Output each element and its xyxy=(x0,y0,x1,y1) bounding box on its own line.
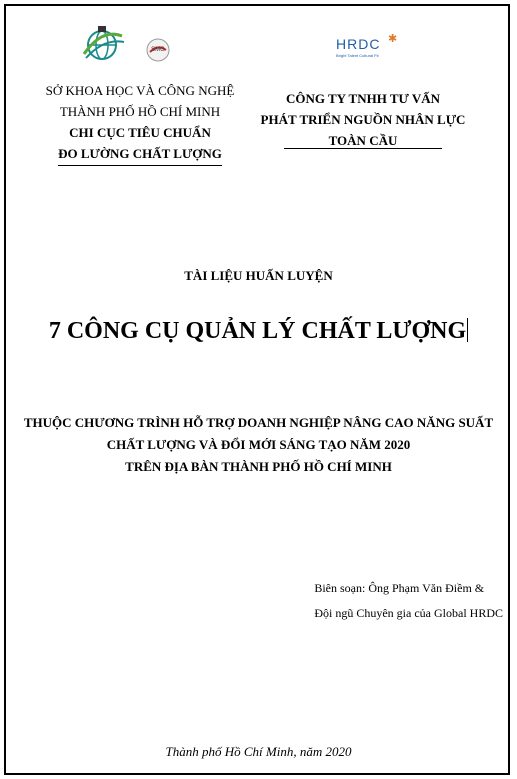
main-title-text: 7 CÔNG CỤ QUẢN LÝ CHẤT LƯỢNG xyxy=(48,318,467,344)
document-type: TÀI LIỆU HUẤN LUYỆN xyxy=(184,268,333,283)
program-line1: THUỘC CHƯƠNG TRÌNH HỖ TRỢ DOANH NGHIỆP NÂNG CAO NĂNG SUẤT xyxy=(23,415,494,430)
left-header-underline xyxy=(58,165,222,166)
program-line3: TRÊN ĐỊA BÀN THÀNH PHỐ HỒ CHÍ MINH xyxy=(125,459,392,474)
program-line2: CHẤT LƯỢNG VÀ ĐỔI MỚI SÁNG TẠO NĂM 2020 xyxy=(106,437,411,452)
right-header-line2: PHÁT TRIỂN NGUỒN NHÂN LỰC xyxy=(260,112,466,127)
main-title xyxy=(0,318,517,345)
right-header-line3: TOÀN CẦU xyxy=(328,133,398,148)
smg-logo-text: SMG xyxy=(151,47,165,53)
text-cursor xyxy=(467,318,468,342)
left-header-line4: ĐO LƯỜNG CHẤT LƯỢNG xyxy=(58,146,222,161)
left-header-line2: THÀNH PHỐ HỒ CHÍ MINH xyxy=(59,104,221,119)
left-header-line1: SỞ KHOA HỌC VÀ CÔNG NGHỆ xyxy=(45,83,235,98)
logo-hrdc xyxy=(336,33,406,64)
program-description xyxy=(10,412,507,478)
right-header-line1: CÔNG TY TNHH TƯ VẤN xyxy=(285,91,441,106)
left-header-line3: CHI CỤC TIÊU CHUẨN xyxy=(69,125,211,140)
globe-swirl-icon xyxy=(80,24,126,64)
author-credits xyxy=(314,576,503,626)
hrdc-logo-text: HRDC xyxy=(336,36,381,52)
footer-place-year: Thành phố Hồ Chí Minh, năm 2020 xyxy=(165,744,352,759)
right-company-header xyxy=(254,88,472,151)
author-line1: Biên soạn: Ông Phạm Văn Điềm & xyxy=(314,581,485,595)
right-header-underline xyxy=(284,148,442,149)
left-organization-header xyxy=(28,80,252,164)
star-icon: ✱ xyxy=(388,33,398,45)
author-line2: Đội ngũ Chuyên gia của Global HRDC xyxy=(314,606,503,620)
logo-globe xyxy=(80,24,126,64)
logo-smg xyxy=(146,38,170,62)
smg-badge-icon xyxy=(146,38,170,62)
hrdc-tagline: Bright Talent Cultural Fit xyxy=(336,53,379,58)
